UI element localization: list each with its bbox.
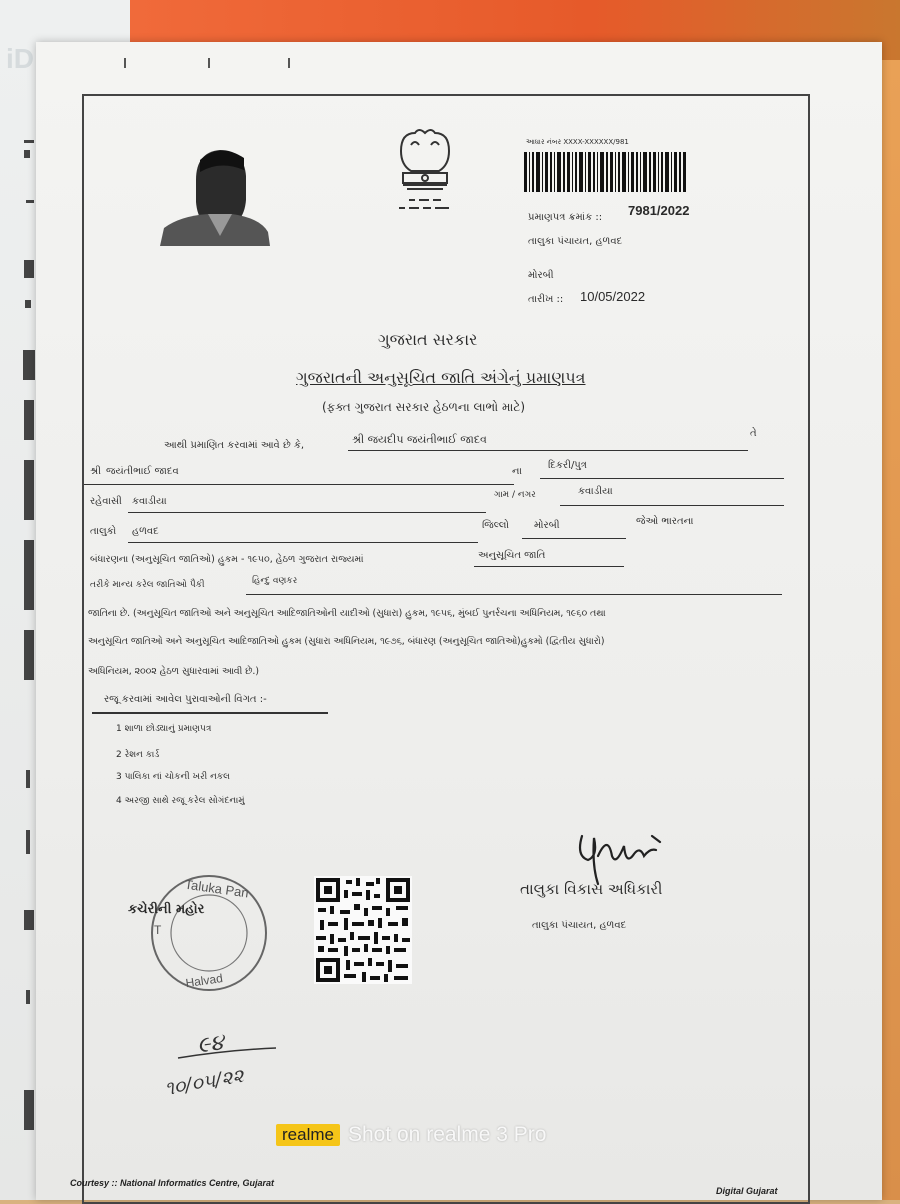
para-line-2: અનુસૂચિત જાતિઓ અને અનુસૂચિત આદિજાતિઓ હુકમ (સુધારા અધિનિયમ, ૧૯૭૬, બંધારણ (અનુસૂચિત જાતિઓ)હુકમો (દ્વિતીય સુધારો) — [88, 636, 605, 647]
district-value: મોરબી — [534, 520, 560, 531]
document-item: 2 રેશન કાર્ડ — [116, 750, 160, 760]
svg-text:iD: iD — [6, 43, 34, 74]
father-name: જયંતીભાઈ જાદવ — [106, 466, 179, 477]
document-item: 1 શાળા છોડ્યાનું પ્રમાણપત્ર — [116, 724, 212, 734]
order-text: બંધારણના (અનુસૂચિત જાતિઓ) હુકમ - ૧૯૫૦, હેઠળ ગુજરાત રાજ્યમાં — [90, 554, 364, 565]
svg-text:૯૪: ૯૪ — [195, 1030, 226, 1059]
village-label: ગામ / નગર — [494, 490, 536, 500]
punch-mark — [288, 58, 290, 68]
taluka-label: તાલુકો — [90, 526, 117, 537]
document-item: 3 પાલિકા નાં ચોકની ખરી નકલ — [116, 772, 230, 782]
qr-code — [314, 876, 412, 984]
govt-title: ગુજરાત સરકાર — [378, 330, 478, 349]
heading-underline — [92, 712, 328, 714]
watermark-brand: realme — [276, 1124, 340, 1146]
underline — [522, 538, 626, 539]
village-value: કવાડીયા — [578, 486, 613, 497]
handwritten-note — [158, 1020, 288, 1101]
watermark-text: Shot on realme 3 Pro — [347, 1123, 547, 1146]
svg-text:T: T — [154, 923, 162, 937]
underline — [348, 450, 748, 451]
father-prefix: શ્રી — [90, 466, 102, 477]
resident-value: કવાડીયા — [132, 496, 167, 507]
punch-mark — [124, 58, 126, 68]
date-label: તારીખ :: — [528, 294, 564, 305]
svg-text:Taluka Pan: Taluka Pan — [183, 876, 250, 901]
office-seal-icon — [148, 872, 270, 994]
punch-mark — [208, 58, 210, 68]
to-text: તે — [750, 428, 757, 439]
district-label: જિલ્લો — [482, 520, 509, 531]
barcode-caption: આધાર નંબર XXXX-XXXXXX/981 — [526, 138, 629, 146]
caste-label: તરીકે માન્ય કરેલ જાતિઓ પૈકી — [90, 580, 205, 590]
officer-office: તાલુકા પંચાયત, હળવદ — [532, 920, 627, 931]
svg-text:Halvad: Halvad — [184, 971, 224, 991]
footer-digital-gujarat: Digital Gujarat — [716, 1186, 778, 1196]
category: અનુસૂચિત જાતિ — [478, 550, 546, 561]
place: મોરબી — [528, 270, 554, 281]
underline — [474, 566, 624, 567]
clerk-label: કચેરીની મહોર — [128, 902, 205, 917]
svg-text:૧૦/૦૫/૨૨: ૧૦/૦૫/૨૨ — [162, 1064, 246, 1101]
camera-watermark — [276, 1120, 546, 1150]
barcode — [524, 148, 686, 192]
na-text: ના — [512, 466, 522, 477]
taluka-value: હળવદ — [132, 526, 159, 537]
holder-name: શ્રી જયદીપ જયંતીભાઈ જાદવ — [352, 433, 487, 446]
relation: દિકરી/પુત્ર — [548, 460, 587, 471]
cert-no-label: પ્રમાણપત્ર ક્રમાંક :: — [528, 212, 603, 223]
officer-signature — [568, 826, 678, 886]
page-title: ગુજરાતની અનુસૂચિત જાતિ અંગેનું પ્રમાણપત્ર — [296, 368, 586, 387]
underline — [246, 594, 782, 595]
subtitle: (ફક્ત ગુજરાત સરકાર હેઠળના લાભો માટે) — [322, 400, 526, 414]
cert-no: 7981/2022 — [628, 203, 690, 218]
underline — [560, 505, 784, 506]
india-text: જેઓ ભારતના — [636, 516, 694, 527]
underline — [84, 484, 514, 485]
officer-title: તાલુકા વિકાસ અધિકારી — [520, 880, 663, 898]
para-line-3: અધિનિયમ, ૨૦૦૨ હેઠળ સુધારવામાં આવી છે.) — [88, 666, 259, 677]
date: 10/05/2022 — [580, 289, 646, 304]
document-item: 4 અરજી સાથે રજૂ કરેલ સોગંદનામું — [116, 796, 245, 806]
documents-heading: રજૂ કરવામાં આવેલ પુરાવાઓની વિગત :- — [104, 694, 267, 705]
resident-label: રહેવાસી — [90, 496, 122, 507]
footer-courtesy: Courtesy :: National Informatics Centre, Gujarat — [70, 1178, 275, 1188]
underline — [128, 542, 478, 543]
applicant-photo — [160, 140, 270, 246]
caste-value: હિન્દુ વણકર — [252, 576, 298, 586]
underline — [540, 478, 784, 479]
office-line: તાલુકા પંચાયત, હળવદ — [528, 236, 623, 247]
state-emblem-icon — [385, 125, 465, 220]
underline — [128, 512, 486, 513]
certify-intro: આથી પ્રમાણિત કરવામાં આવે છે કે, — [164, 440, 305, 451]
para-line-1: જાતિના છે. (અનુસૂચિત જાતિઓ અને અનુસૂચિત આદિજાતિઓની યાદીઓ (સુધારા) હુકમ, ૧૯૫૬, મુંબઈ પુનર્રચના અધિનિયમ, ૧૯૬૦ તથા — [88, 608, 606, 619]
